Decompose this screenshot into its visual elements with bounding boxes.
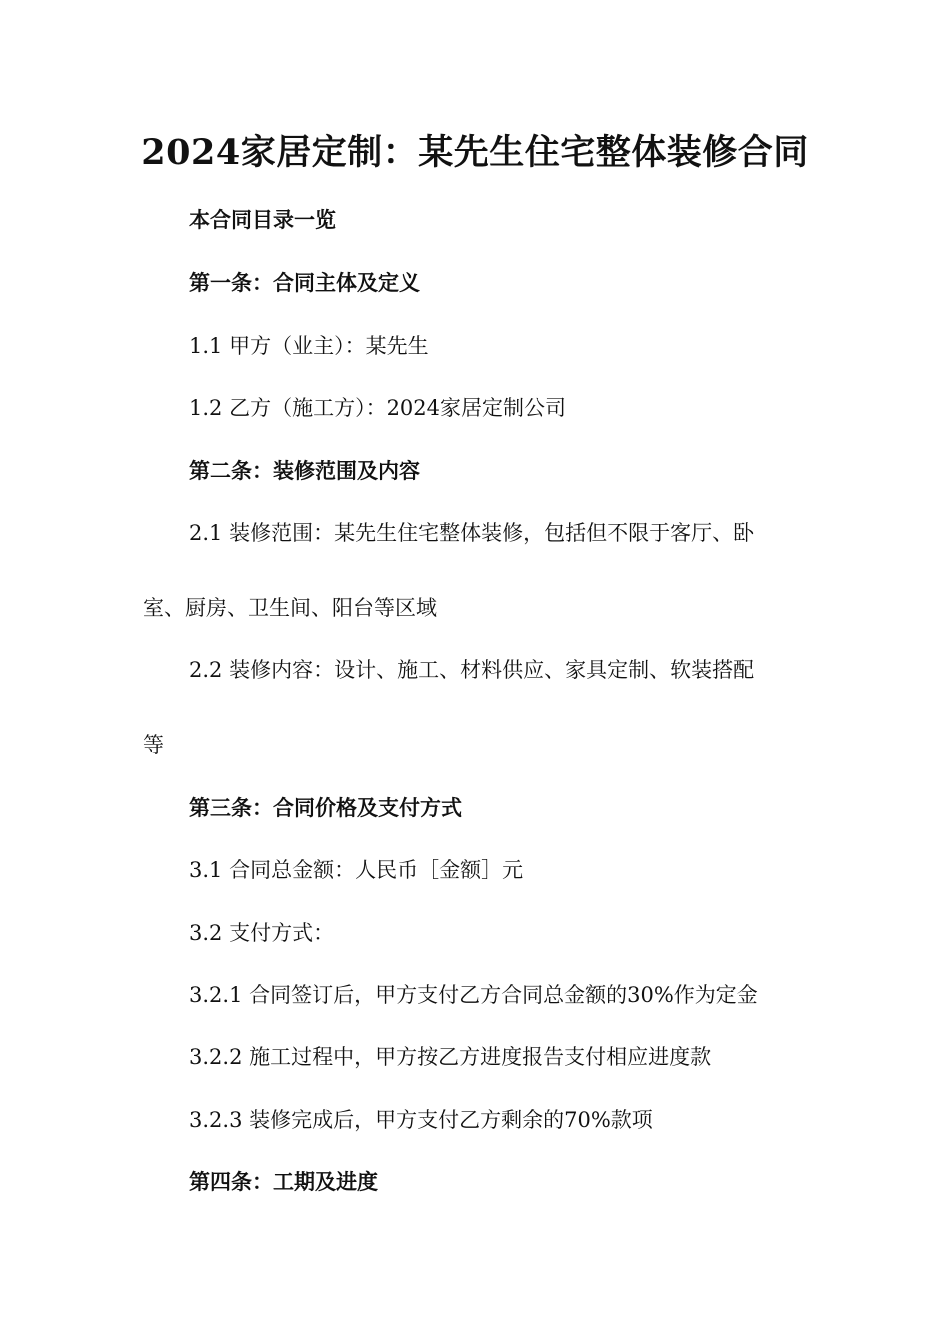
clause-2-1-line1: 2.1 装修范围：某先生住宅整体装修，包括但不限于客厅、卧 xyxy=(189,521,755,545)
article2-heading: 第二条：装修范围及内容 xyxy=(189,458,420,483)
clause-3-2-3: 3.2.3 装修完成后，甲方支付乙方剩余的70%款项 xyxy=(189,1108,653,1132)
clause-3-2: 3.2 支付方式： xyxy=(189,921,335,945)
article1-heading: 第一条：合同主体及定义 xyxy=(189,270,420,295)
clause-2-2-line2: 等 xyxy=(143,733,164,757)
clause-3-1: 3.1 合同总金额：人民币［金额］元 xyxy=(189,858,524,882)
toc-heading: 本合同目录一览 xyxy=(189,207,336,232)
clause-1-1: 1.1 甲方（业主）：某先生 xyxy=(189,334,429,358)
article3-heading: 第三条：合同价格及支付方式 xyxy=(189,795,462,820)
clause-2-2-line1: 2.2 装修内容：设计、施工、材料供应、家具定制、软装搭配 xyxy=(189,658,755,682)
document-title: 2024家居定制：某先生住宅整体装修合同 xyxy=(141,132,809,173)
clause-3-2-2: 3.2.2 施工过程中，甲方按乙方进度报告支付相应进度款 xyxy=(189,1045,712,1069)
article4-heading: 第四条：工期及进度 xyxy=(189,1169,378,1194)
clause-1-2: 1.2 乙方（施工方）：2024家居定制公司 xyxy=(189,396,567,420)
clause-3-2-1: 3.2.1 合同签订后，甲方支付乙方合同总金额的30%作为定金 xyxy=(189,983,758,1007)
clause-2-1-line2: 室、厨房、卫生间、阳台等区域 xyxy=(143,596,437,620)
